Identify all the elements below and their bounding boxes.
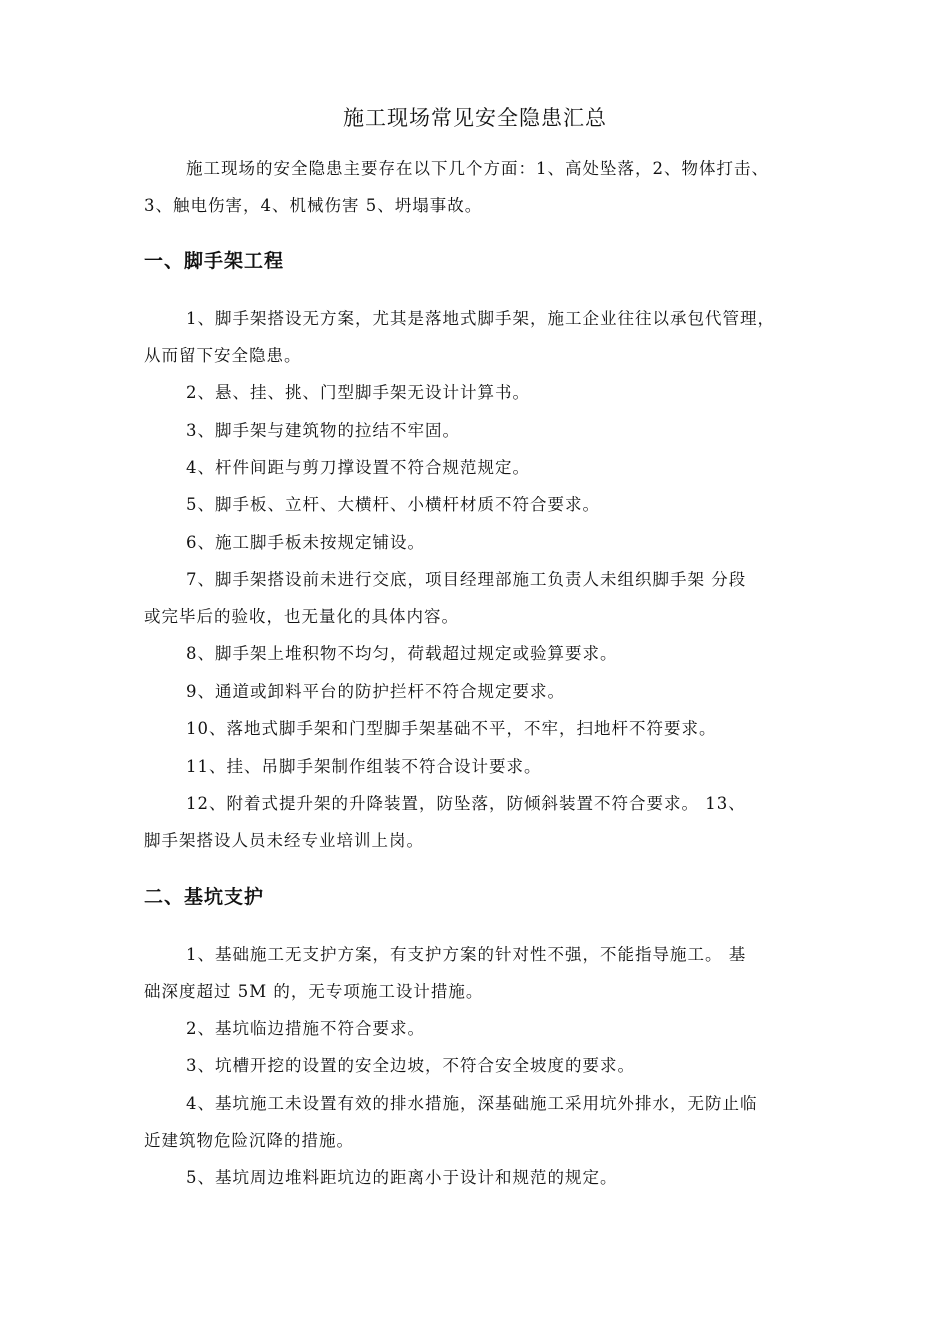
list-item: 脚手架搭设人员未经专业培训上岗。	[144, 831, 424, 850]
list-item: 1、基础施工无支护方案，有支护方案的针对性不强，不能指导施工。 基	[186, 945, 747, 964]
document-title: 施工现场常见安全隐患汇总	[343, 106, 607, 130]
list-item: 6、施工脚手板未按规定铺设。	[186, 533, 425, 552]
intro-line: 施工现场的安全隐患主要存在以下几个方面：1、高处坠落，2、物体打击、	[186, 159, 769, 178]
intro-line: 3、触电伤害，4、机械伤害 5、坍塌事故。	[144, 196, 483, 215]
list-item: 础深度超过 5M 的，无专项施工设计措施。	[144, 982, 484, 1001]
list-item: 5、基坑周边堆料距坑边的距离小于设计和规范的规定。	[186, 1168, 618, 1187]
list-item: 5、脚手板、立杆、大横杆、小横杆材质不符合要求。	[186, 495, 600, 514]
list-item: 4、杆件间距与剪刀撑设置不符合规范规定。	[186, 458, 530, 477]
list-item: 7、脚手架搭设前未进行交底，项目经理部施工负责人未组织脚手架 分段	[186, 570, 747, 589]
list-item: 从而留下安全隐患。	[144, 346, 302, 365]
list-item: 3、坑槽开挖的设置的安全边坡，不符合安全坡度的要求。	[186, 1056, 635, 1075]
list-item: 3、脚手架与建筑物的拉结不牢固。	[186, 421, 460, 440]
list-item: 9、通道或卸料平台的防护拦杆不符合规定要求。	[186, 682, 565, 701]
section-heading-excavation-support: 二、基坑支护	[144, 886, 265, 908]
list-item: 11、挂、吊脚手架制作组装不符合设计要求。	[186, 757, 542, 776]
list-item: 1、脚手架搭设无方案，尤其是落地式脚手架，施工企业往往以承包代管理，	[186, 309, 775, 328]
list-item: 近建筑物危险沉降的措施。	[144, 1131, 354, 1150]
list-item: 12、附着式提升架的升降装置，防坠落，防倾斜装置不符合要求。 13、	[186, 794, 746, 813]
list-item: 或完毕后的验收，也无量化的具体内容。	[144, 607, 459, 626]
list-item: 2、基坑临边措施不符合要求。	[186, 1019, 425, 1038]
section-heading-scaffolding: 一、脚手架工程	[144, 250, 285, 272]
list-item: 10、落地式脚手架和门型脚手架基础不平，不牢，扫地杆不符要求。	[186, 719, 717, 738]
list-item: 2、悬、挂、挑、门型脚手架无设计计算书。	[186, 383, 530, 402]
list-item: 4、基坑施工未设置有效的排水措施，深基础施工采用坑外排水，无防止临	[186, 1094, 758, 1113]
list-item: 8、脚手架上堆积物不均匀，荷载超过规定或验算要求。	[186, 644, 618, 663]
